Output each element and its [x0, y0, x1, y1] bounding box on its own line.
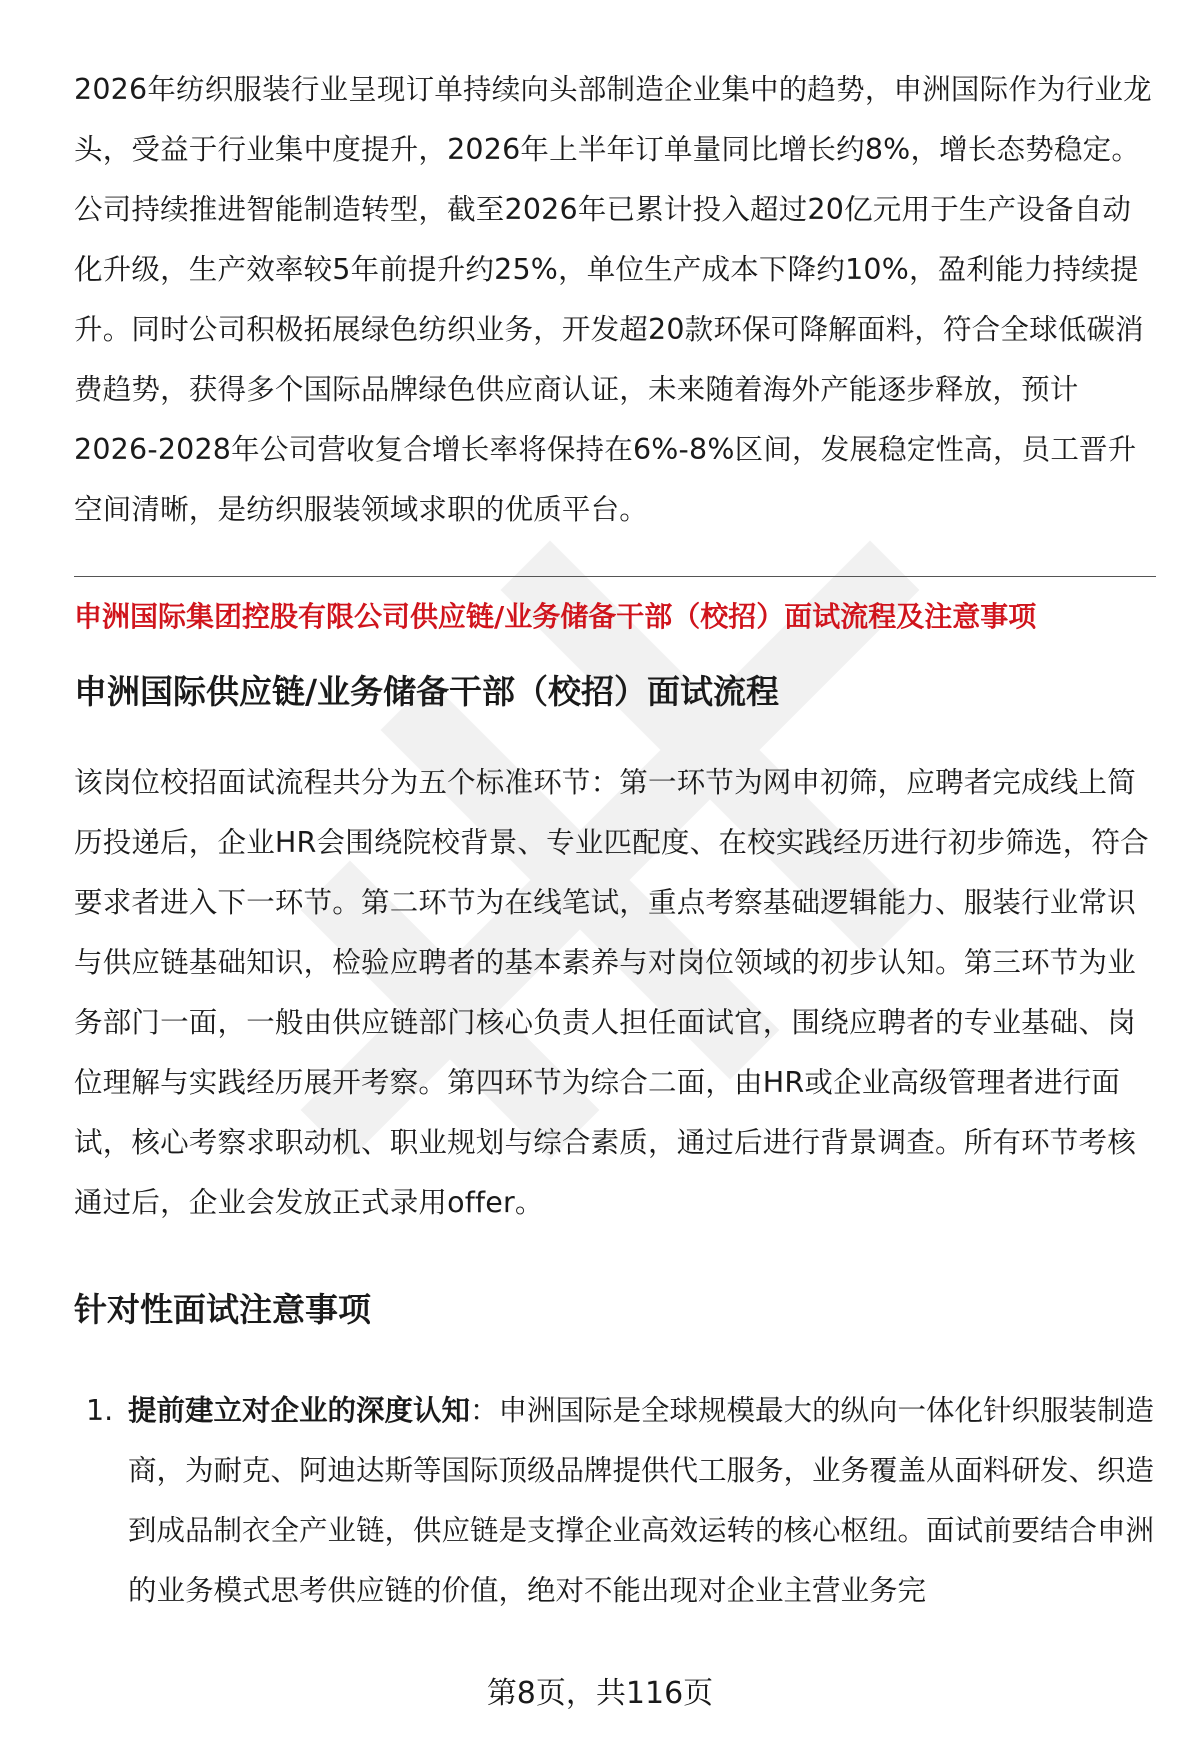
list-item: [74, 1381, 1156, 1621]
intro-paragraph: 2026年纺织服装行业呈现订单持续向头部制造企业集中的趋势，申洲国际作为行业龙头，受益于行业集中度提升，2026年上半年订单量同比增长约8%，增长态势稳定。公司持续推进智能制造转型，截至2026年已累计投入超过20亿元用于生产设备自动化升级，生产效率较5年前提升约25%，单位生产成本下降约10%，盈利能力持续提升。同时公司积极拓展绿色纺织业务，开发超20款环保可降解面料，符合全球低碳消费趋势，获得多个国际品牌绿色供应商认证，未来随着海外产能逐步释放，预计2026-2028年公司营收复合增长率将保持在6%-8%区间，发展稳定性高，员工晋升空间清晰，是纺织服装领域求职的优质平台。: [74, 73, 1152, 526]
process-heading: 申洲国际供应链/业务储备干部（校招）面试流程: [74, 672, 780, 711]
page-number-footer: 第8页，共116页: [486, 1676, 714, 1711]
section-title: 申洲国际集团控股有限公司供应链/业务储备干部（校招）面试流程及注意事项: [74, 600, 1037, 633]
notes-list: [74, 1381, 1156, 1621]
list-item-text: 申洲国际是全球规模最大的纵向一体化针织服装制造商，为耐克、阿迪达斯等国际顶级品牌提供代工服务，业务覆盖从面料研发、织造到成品制衣全产业链，供应链是支撑企业高效运转的核心枢纽。面试前要结合申洲的业务模式思考供应链的价值，绝对不能出现对企业主营业务完: [128, 1394, 1155, 1607]
process-paragraph: 该岗位校招面试流程共分为五个标准环节：第一环节为网申初筛，应聘者完成线上简历投递后，企业HR会围绕院校背景、专业匹配度、在校实践经历进行初步筛选，符合要求者进入下一环节。第二环节为在线笔试，重点考察基础逻辑能力、服装行业常识与供应链基础知识，检验应聘者的基本素养与对岗位领域的初步认知。第三环节为业务部门一面，一般由供应链部门核心负责人担任面试官，围绕应聘者的专业基础、岗位理解与实践经历展开考察。第四环节为综合二面，由HR或企业高级管理者进行面试，核心考察求职动机、职业规划与综合素质，通过后进行背景调查。所有环节考核通过后，企业会发放正式录用offer。: [74, 766, 1149, 1219]
list-item-number: 1.: [86, 1394, 114, 1427]
notes-heading: 针对性面试注意事项: [74, 1290, 371, 1329]
page-content: [74, 60, 1156, 1621]
list-item-separator: ：: [470, 1394, 499, 1427]
list-item-title: 提前建立对企业的深度认知: [128, 1394, 471, 1427]
section-divider: [74, 576, 1156, 577]
